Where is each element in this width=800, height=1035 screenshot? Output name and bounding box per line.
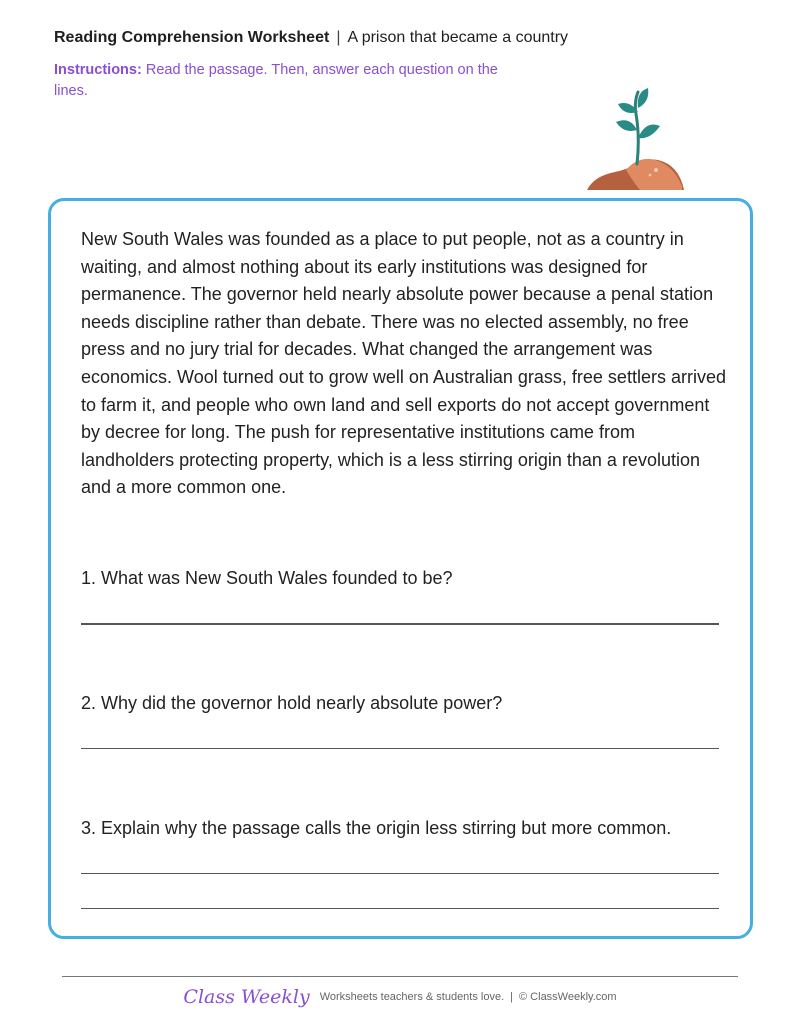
question-2: 2. Why did the governor hold nearly absolute power? bbox=[81, 693, 503, 713]
footer-divider bbox=[62, 976, 738, 977]
worksheet-header bbox=[54, 28, 568, 48]
answer-line-3a[interactable] bbox=[81, 873, 719, 874]
sparkle-dot bbox=[649, 174, 652, 177]
worksheet-subtitle: A prison that became a country bbox=[347, 29, 569, 46]
header-separator: | bbox=[336, 29, 341, 46]
footer-separator: | bbox=[510, 991, 514, 1003]
answer-line-3b[interactable] bbox=[81, 908, 719, 909]
answer-line-2[interactable] bbox=[81, 748, 719, 749]
instructions bbox=[54, 60, 524, 102]
brand-logo: Class Weekly bbox=[183, 986, 310, 1008]
leaf-right bbox=[638, 125, 660, 139]
worksheet-title: Reading Comprehension Worksheet bbox=[54, 29, 330, 46]
footer-copyright: © ClassWeekly.com bbox=[519, 991, 617, 1003]
reading-passage: New South Wales was founded as a place to put people, not as a country in waiting, and almost nothing about its early institutions was designed for permanence. The governor held nearly absolute power because a penal station needs discipline rather than debate. There was no elected assembly, no free press and no jury trial for decades. What changed the arrangement was economics. Wool turned out to grow well on Australian grass, free settlers arrived to farm it, and people who own land and sell exports do not accept government by decree for long. The push for representative institutions came from landholders protecting property, which is a less stirring origin than a revolution and a more common one. bbox=[81, 229, 726, 498]
leaf-left-lower bbox=[616, 120, 637, 131]
question-1: 1. What was New South Wales founded to be? bbox=[81, 568, 453, 588]
question-3: 3. Explain why the passage calls the origin less stirring but more common. bbox=[81, 818, 672, 838]
instructions-text: Read the passage. Then, answer each question on the lines. bbox=[54, 62, 498, 99]
footer bbox=[0, 986, 800, 1008]
sparkle-dot bbox=[654, 168, 658, 172]
leaf-top bbox=[638, 88, 649, 108]
sprout-icon bbox=[580, 82, 692, 194]
footer-tagline: Worksheets teachers & students love. bbox=[319, 991, 505, 1003]
instructions-label: Instructions: bbox=[54, 62, 142, 78]
answer-line-1[interactable] bbox=[81, 623, 719, 625]
